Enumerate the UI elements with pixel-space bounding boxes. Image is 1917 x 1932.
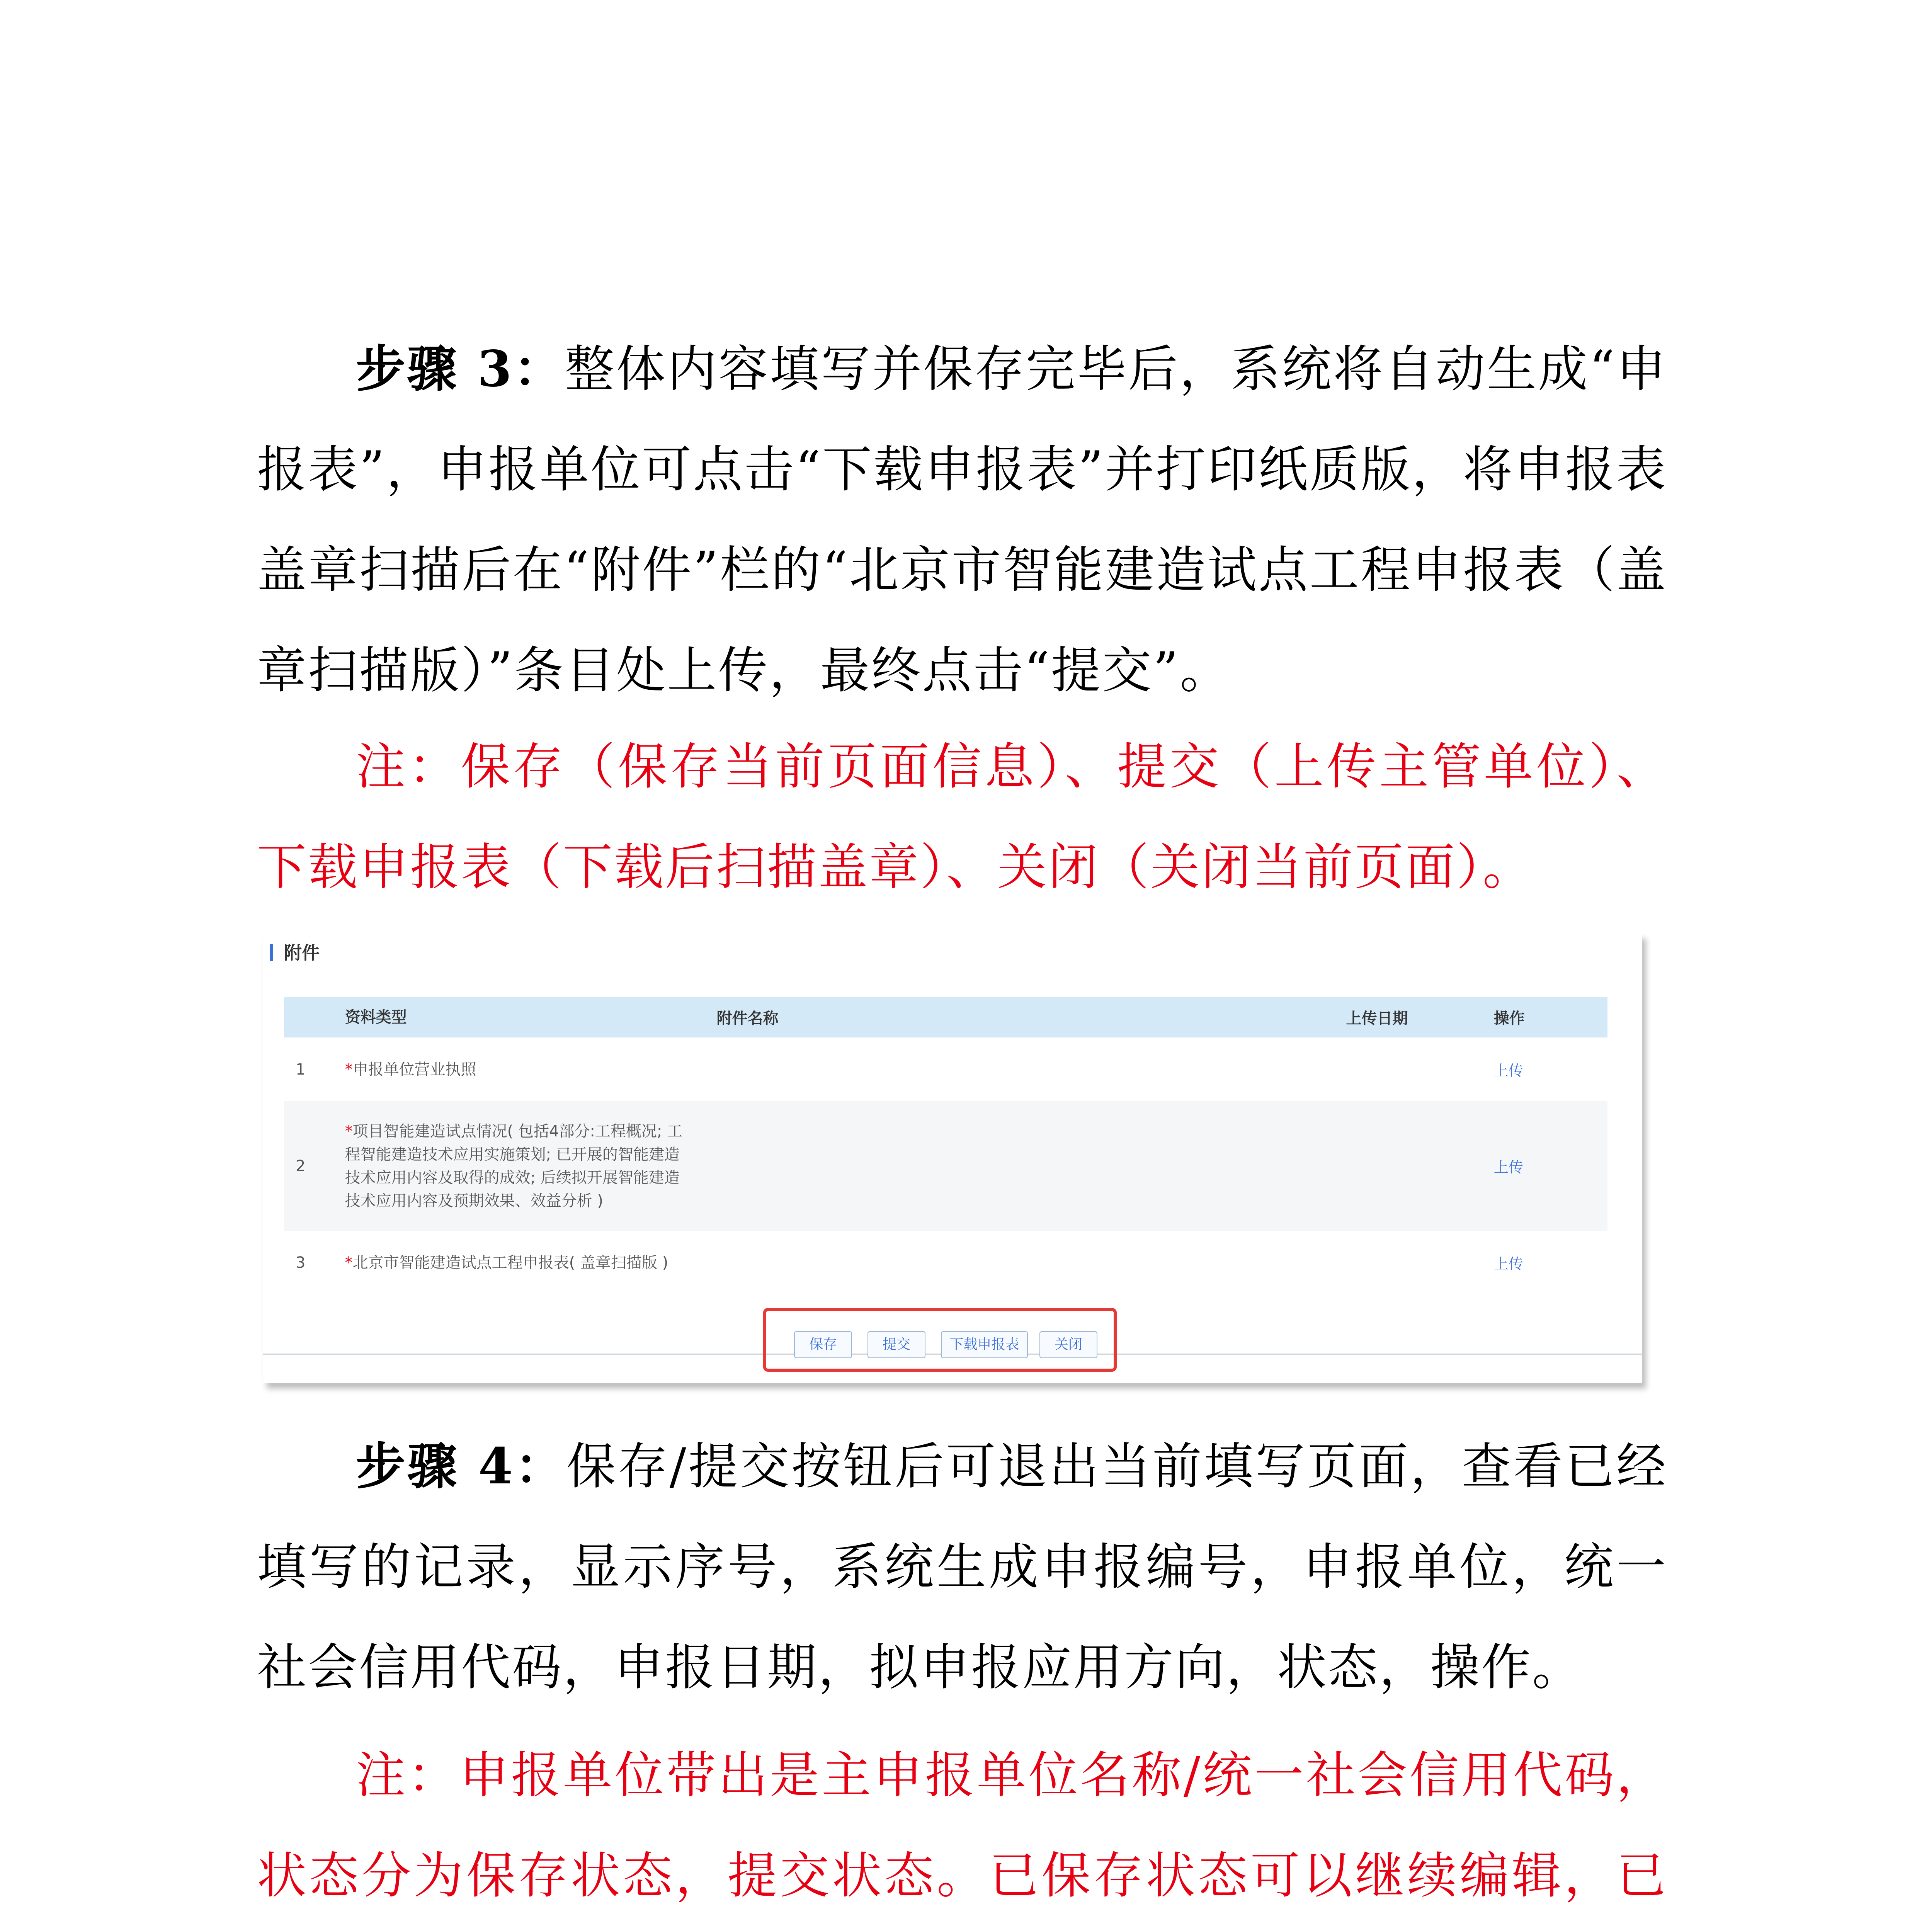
upload-link[interactable]: 上传 <box>1493 1159 1523 1176</box>
submit-button[interactable]: 提交 <box>867 1331 925 1358</box>
step3-text: 整体内容填写并保存完毕后，系统将自动生成“申报表”，申报单位可点击“下载申报表”并打印纸质版，将申报表盖章扫描后在“附件”栏的“北京市智能建造试点工程申报表（盖章扫描版）”条目处上传，最终点击“提交”。 <box>257 340 1667 699</box>
row-type-text: 项目智能建造试点情况( 包括4部分:工程概况; 工程智能建造技术应用实施策划; 已开展的智能建造技术应用内容及取得的成效; 后续拟开展智能建造技术应用内容及预期效果、效益分析 ) <box>345 1122 683 1210</box>
upload-link[interactable]: 上传 <box>1493 1255 1523 1272</box>
row-date <box>1346 1037 1493 1101</box>
required-mark: * <box>345 1122 353 1140</box>
upload-link[interactable]: 上传 <box>1493 1062 1523 1079</box>
row-name <box>694 1101 1346 1231</box>
row-type-text: 申报单位营业执照 <box>352 1060 476 1078</box>
header-index <box>284 997 345 1037</box>
header-date: 上传日期 <box>1346 997 1493 1037</box>
download-form-button[interactable]: 下载申报表 <box>941 1331 1028 1358</box>
save-button[interactable]: 保存 <box>794 1331 852 1358</box>
attachment-table <box>284 997 1607 1294</box>
step4-paragraph <box>257 1416 1667 1718</box>
row-date <box>1346 1101 1493 1231</box>
header-action: 操作 <box>1494 997 1607 1037</box>
step4-text: 保存/提交按钮后可退出当前填写页面，查看已经填写的记录，显示序号，系统生成申报编号，申报单位，统一社会信用代码，申报日期，拟申报应用方向，状态，操作。 <box>257 1438 1667 1696</box>
row-type <box>345 1037 694 1101</box>
row-type-text: 北京市智能建造试点工程申报表( 盖章扫描版 ) <box>352 1253 668 1272</box>
attachment-section-title: 附件 <box>284 942 320 963</box>
note2-paragraph: 注：申报单位带出是主申报单位名称/统一社会信用代码，状态分为保存状态，提交状态。已保存状态可以继续编辑，已 <box>257 1747 1667 1905</box>
header-name: 附件名称 <box>694 997 1346 1037</box>
table-row <box>284 1231 1607 1294</box>
row-date <box>1346 1231 1493 1294</box>
row-index: 1 <box>284 1037 345 1101</box>
note1-paragraph: 注：保存（保存当前页面信息）、提交（上传主管单位）、下载申报表（下载后扫描盖章）、关闭（关闭当前页面）。 <box>257 738 1667 896</box>
row-name <box>694 1231 1346 1294</box>
required-mark: * <box>345 1060 353 1078</box>
table-row <box>284 1037 1607 1101</box>
section-marker <box>270 944 273 961</box>
table-row <box>284 1101 1607 1231</box>
table-header-row <box>284 997 1607 1037</box>
step3-paragraph <box>257 319 1667 721</box>
row-name <box>694 1037 1346 1101</box>
close-button[interactable]: 关闭 <box>1039 1331 1097 1358</box>
step3-label: 步骤 3： <box>356 340 565 398</box>
row-action <box>1494 1037 1607 1101</box>
row-type <box>345 1101 694 1231</box>
row-type <box>345 1231 694 1294</box>
row-index: 3 <box>284 1231 345 1294</box>
step4-label: 步骤 4： <box>356 1437 566 1495</box>
row-action <box>1494 1101 1607 1231</box>
row-index: 2 <box>284 1101 345 1231</box>
required-mark: * <box>345 1253 353 1272</box>
header-type: 资料类型 <box>345 997 694 1037</box>
row-action <box>1494 1231 1607 1294</box>
attachment-screenshot <box>263 933 1642 1383</box>
